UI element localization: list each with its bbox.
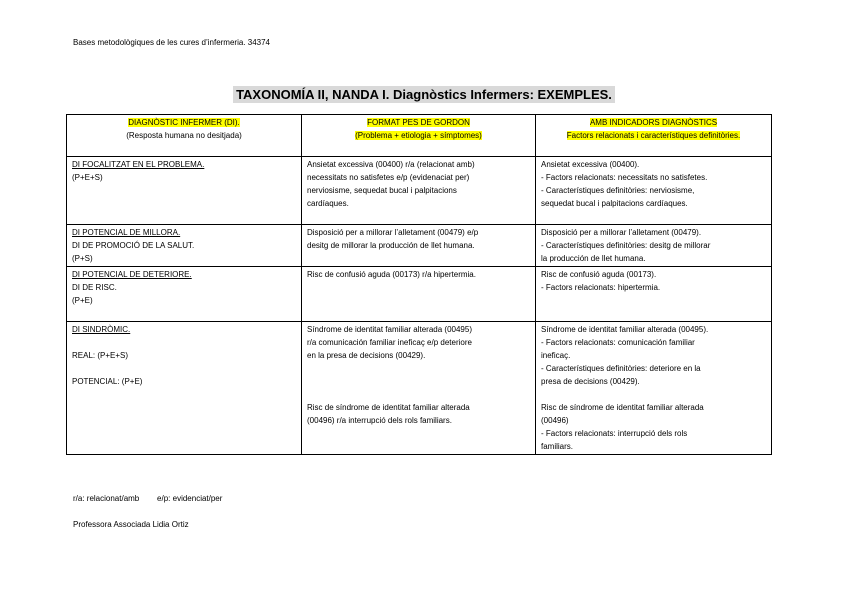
text-line: cardíaques. — [307, 199, 349, 208]
text-line: - Factors relacionats: necessitats no satisfetes. — [541, 173, 708, 182]
diagnostic-type: DI SINDRÒMIC. — [72, 325, 131, 334]
text-line: (00496) r/a interrupció dels rols familiars. — [307, 416, 452, 425]
header-subtitle: Factors relacionats i característiques definitòries. — [566, 131, 741, 140]
text-line: familiars. — [541, 442, 574, 451]
header-subtitle: (Problema + etiologia + símptomes) — [355, 131, 482, 140]
text-line: ineficaç. — [541, 351, 571, 360]
header-title: AMB INDICADORS DIAGNÒSTICS — [589, 118, 718, 127]
text-line: (00496) — [541, 416, 569, 425]
text-line: la producción de llet humana. — [541, 254, 646, 263]
row4-pes-cell — [302, 322, 536, 455]
text-line: Síndrome de identitat familiar alterada (00495). — [541, 325, 709, 334]
row1-diagnostic-cell — [67, 157, 302, 225]
diagnostic-alias: DI DE RISC. — [72, 283, 117, 292]
table-row — [67, 267, 772, 322]
diagnosis-table — [66, 114, 772, 455]
document-header: Bases metodològiques de les cures d’infermeria. 34374 — [73, 38, 271, 47]
row1-indicators-cell — [536, 157, 772, 225]
text-line: sequedat bucal i palpitacions cardíaques. — [541, 199, 688, 208]
text-line: - Factors relacionats: hipertermia. — [541, 283, 661, 292]
text-line: Síndrome de identitat familiar alterada (00495) — [307, 325, 472, 334]
text-line: Risc de confusió aguda (00173) r/a hipertermia. — [307, 270, 476, 279]
text-line: desitg de millorar la producción de llet humana. — [307, 241, 475, 250]
abbreviations-line — [73, 494, 222, 503]
row3-diagnostic-cell — [67, 267, 302, 322]
row2-diagnostic-cell — [67, 225, 302, 267]
row1-pes-cell — [302, 157, 536, 225]
text-line: Ansietat excessiva (00400) r/a (relacionat amb) — [307, 160, 475, 169]
header-cell-diagnostic — [67, 115, 302, 157]
row4-indicators-cell — [536, 322, 772, 455]
table-row — [67, 322, 772, 455]
text-line: Disposició per a millorar l’alletament (00479). — [541, 228, 702, 237]
page-title: TAXONOMÍA II, NANDA I. Diagnòstics Infermers: EXEMPLES. — [233, 86, 615, 103]
text-line: Risc de confusió aguda (00173). — [541, 270, 657, 279]
title-wrap — [0, 86, 848, 104]
text-line: en la presa de decisions (00429). — [307, 351, 426, 360]
diagnostic-type: DI POTENCIAL DE DETERIORE. — [72, 270, 192, 279]
diagnostic-potential: POTENCIAL: (P+E) — [72, 377, 143, 386]
text-line: r/a comunicación familiar ineficaç e/p deteriore — [307, 338, 472, 347]
text-line: necessitats no satisfetes e/p (evidenaciat per) — [307, 173, 470, 182]
diagnostic-formula: (P+S) — [72, 254, 93, 263]
header-cell-pes-format — [302, 115, 536, 157]
text-line: - Factors relacionats: comunicación familiar — [541, 338, 695, 347]
row3-pes-cell — [302, 267, 536, 322]
text-line: nerviosisme, sequedat bucal i palpitacions — [307, 186, 457, 195]
text-line: - Característiques definitòries: nerviosisme, — [541, 186, 695, 195]
text-line: Ansietat excessiva (00400). — [541, 160, 640, 169]
text-line: Disposició per a millorar l’alletament (00479) e/p — [307, 228, 479, 237]
diagnostic-type: DI FOCALITZAT EN EL PROBLEMA. — [72, 160, 205, 169]
table-header-row — [67, 115, 772, 157]
header-title: DIAGNÒSTIC INFERMER (DI). — [128, 118, 240, 127]
text-line: - Característiques definitòries: deteriore en la — [541, 364, 701, 373]
text-line: - Característiques definitòries: desitg de millorar — [541, 241, 711, 250]
diagnostic-formula: (P+E+S) — [72, 173, 103, 182]
row4-diagnostic-cell — [67, 322, 302, 455]
row3-indicators-cell — [536, 267, 772, 322]
text-line: presa de decisions (00429). — [541, 377, 640, 386]
abbreviation-ra: r/a: relacionat/amb — [73, 494, 140, 503]
text-line: - Factors relacionats: interrupció dels rols — [541, 429, 688, 438]
table-row — [67, 157, 772, 225]
abbreviation-ep: e/p: evidenciat/per — [157, 494, 223, 503]
header-cell-indicators — [536, 115, 772, 157]
diagnostic-alias: DI DE PROMOCIÓ DE LA SALUT. — [72, 241, 195, 250]
diagnostic-real: REAL: (P+E+S) — [72, 351, 129, 360]
row2-indicators-cell — [536, 225, 772, 267]
diagnostic-type: DI POTENCIAL DE MILLORA. — [72, 228, 181, 237]
header-title: FORMAT PES DE GORDON — [367, 118, 470, 127]
text-line: Risc de síndrome de identitat familiar alterada — [541, 403, 704, 412]
header-subtitle: (Resposta humana no desitjada) — [126, 131, 242, 140]
diagnostic-formula: (P+E) — [72, 296, 93, 305]
table-row — [67, 225, 772, 267]
row2-pes-cell — [302, 225, 536, 267]
text-line: Risc de síndrome de identitat familiar alterada — [307, 403, 470, 412]
author-line: Professora Associada Lidia Ortiz — [73, 520, 189, 529]
